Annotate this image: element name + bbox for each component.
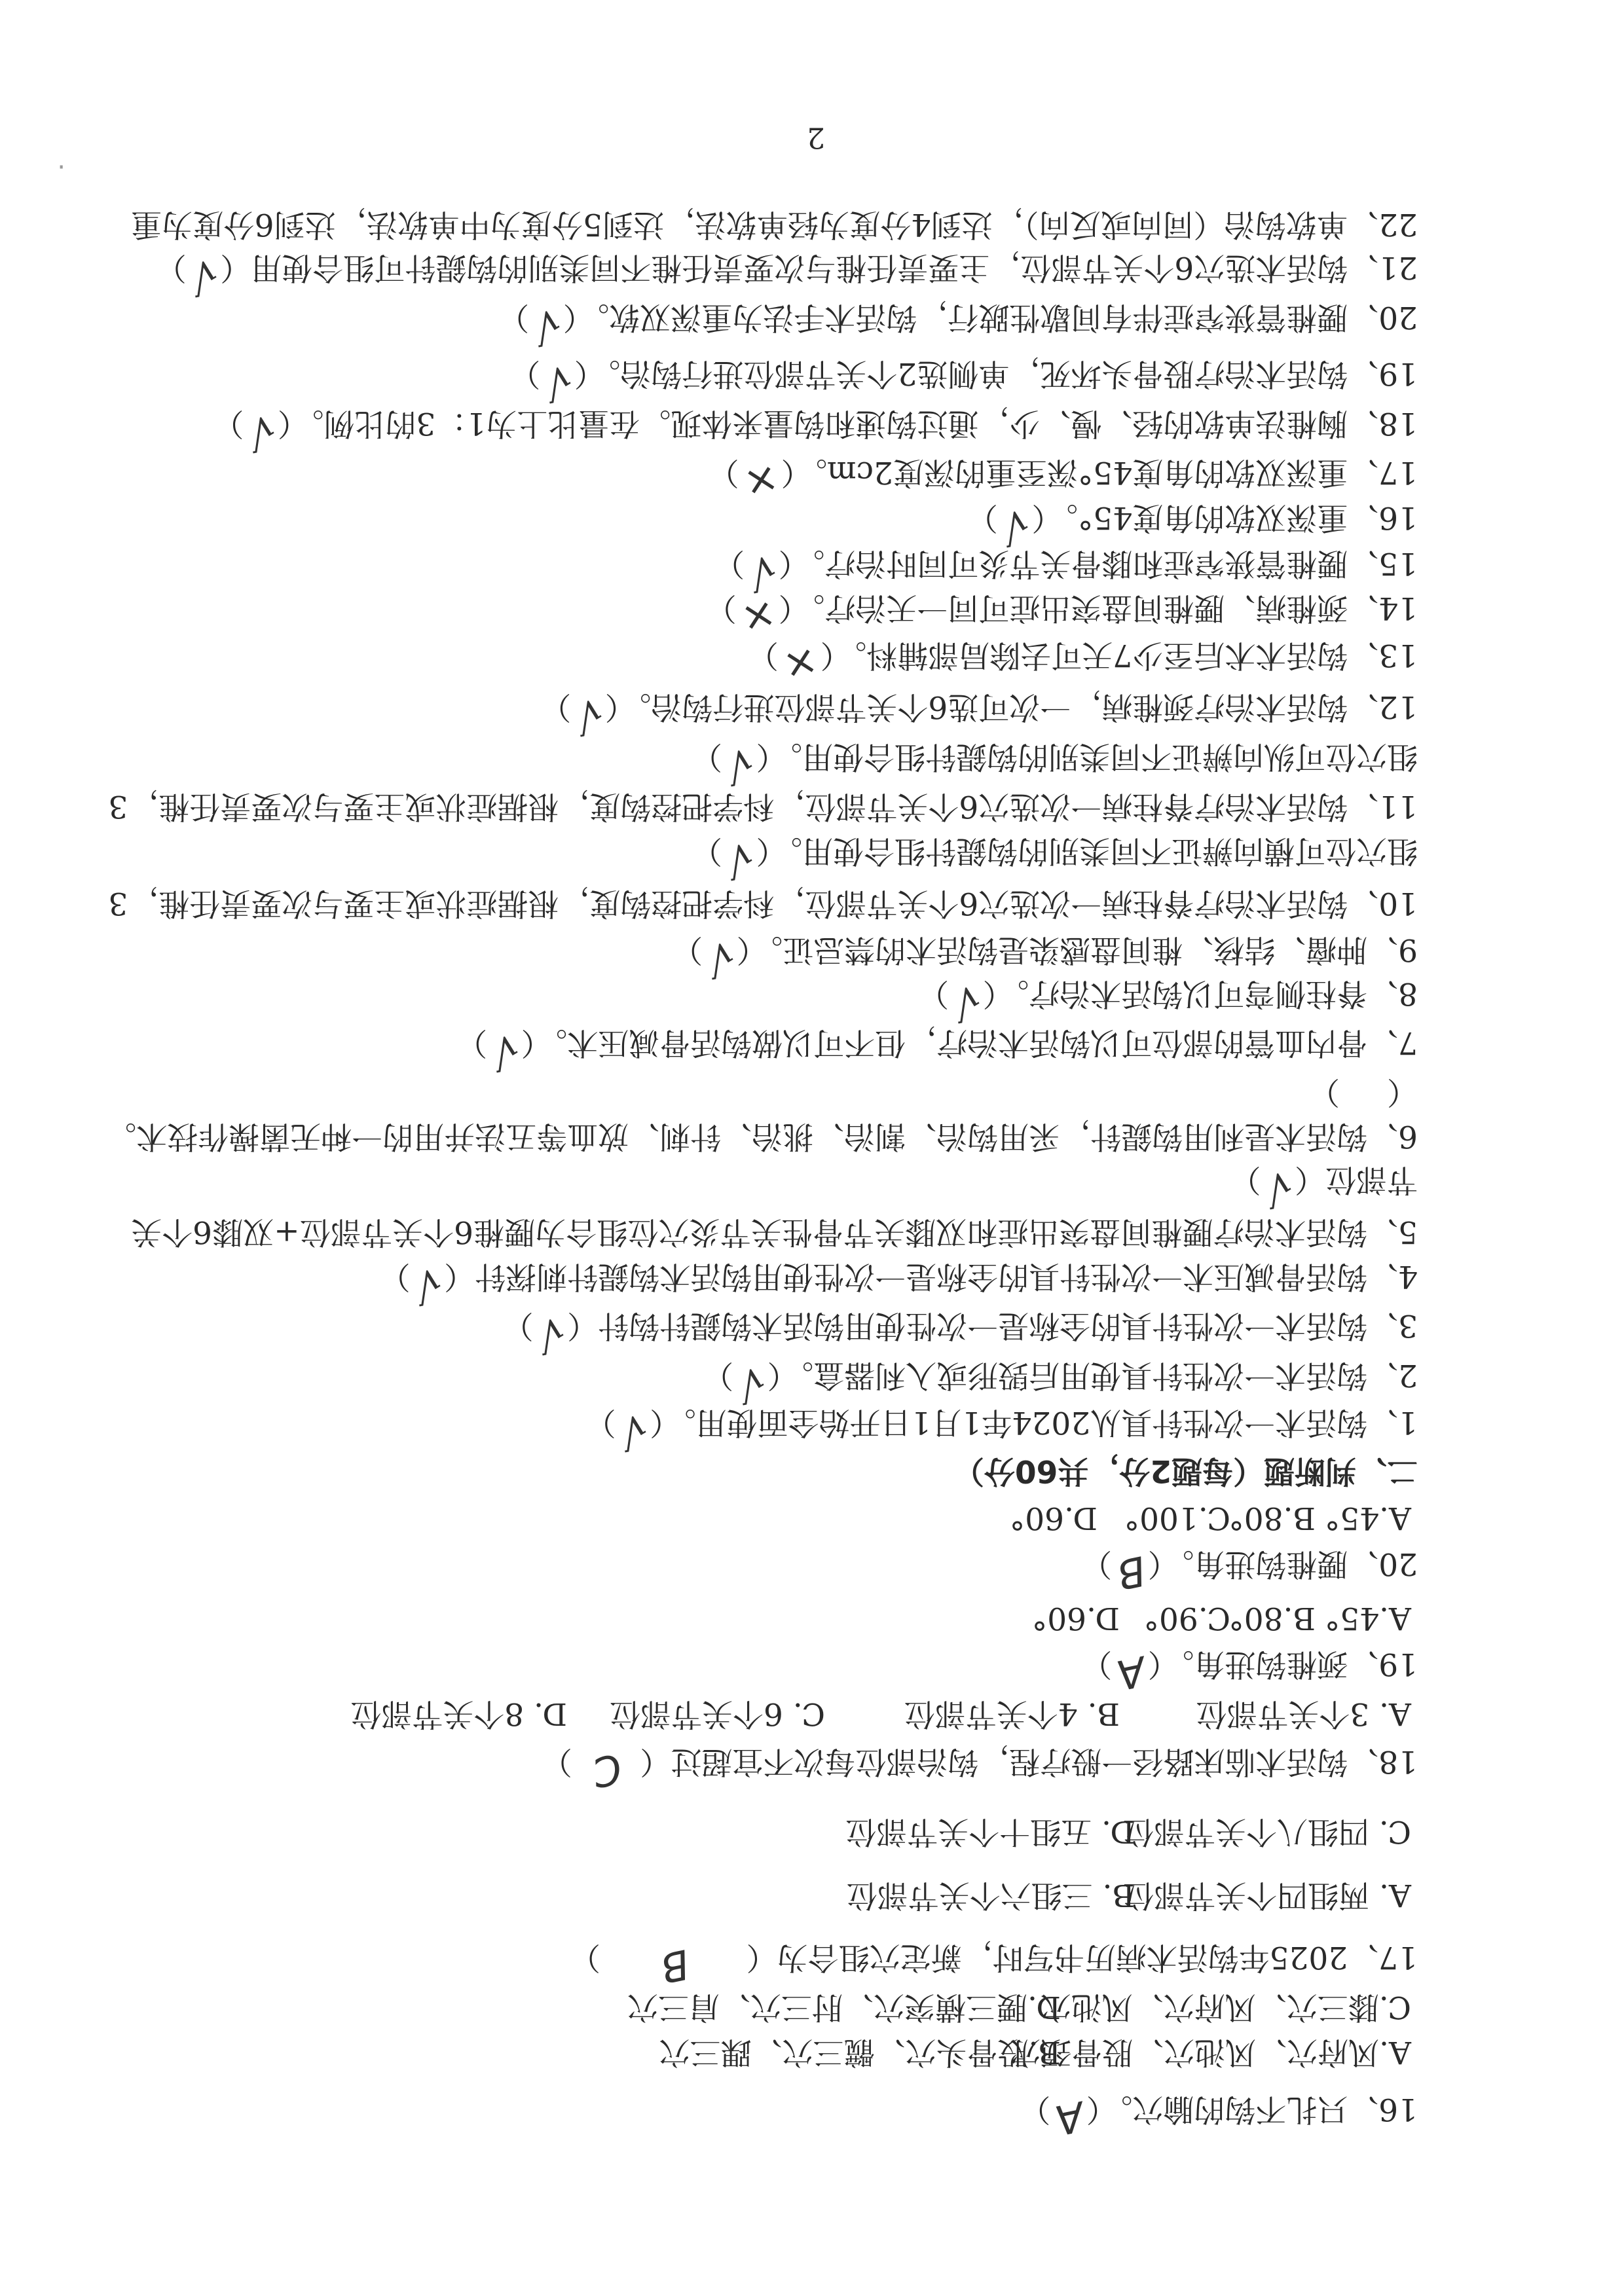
question-stem: 18、钩活术临床路径一般疗程，钩治部位每次不宜超过（ (640, 1743, 1418, 1779)
paren-close: ） (747, 637, 779, 673)
paren-close: ） (703, 1357, 734, 1393)
handwritten-answer: √ (540, 356, 576, 409)
paren-close: ） (502, 1307, 534, 1343)
question-stem: 20、腰椎钩进角。（ (1147, 1546, 1418, 1582)
handwritten-answer: √ (745, 546, 781, 599)
question-stem: 16、只扎不钩的腧穴。（ (1086, 2091, 1418, 2127)
option-d: D. 五组十个关节部位 (845, 1813, 1135, 1850)
choice-question-17 (570, 1939, 1418, 1993)
choice-question-19 (1081, 1646, 1418, 1700)
judge-question-10 (108, 883, 1418, 922)
judge-question-22 (131, 204, 1418, 244)
handwritten-answer: √ (616, 1405, 652, 1458)
question-stem-continued: 组穴位可纵向辨证不同类别的钩鍉针组合使用。（ (756, 738, 1418, 774)
handwritten-answer: × (739, 454, 783, 509)
question-stem-continued: 组穴位可横向辨证不同类别的钩鍉针组合使用。（ (756, 833, 1418, 869)
judge-question-2 (703, 1357, 1418, 1411)
option-d: D. 8个关节部位 (350, 1696, 567, 1732)
option-d: D.60° (1009, 1500, 1098, 1536)
paren-close: ） (570, 1939, 601, 1975)
option-d: D.腰三横突穴、肘三穴、肩三穴 (627, 1989, 1061, 2025)
judge-question-6 (105, 1116, 1418, 1156)
judge-question-8 (918, 975, 1418, 1029)
question-stem: 4、钩活骨减压术一次性针具的全称是一次性使用钩活术钩鍉针刺探针（ (444, 1258, 1418, 1294)
handwritten-answer: B (1112, 1546, 1150, 1599)
judge-question-3 (502, 1307, 1418, 1361)
choice-question-20 (1081, 1546, 1418, 1599)
option-c: C. 四组八个关节部位 (1122, 1813, 1411, 1850)
handwritten-answer: √ (722, 739, 758, 792)
option-a: A.45° (1324, 1600, 1411, 1636)
judge-question-14 (705, 590, 1418, 644)
paren-close: ） (691, 833, 722, 869)
handwritten-answer: √ (571, 689, 607, 742)
judge-question-15 (714, 545, 1418, 599)
judge-question-13 (747, 637, 1418, 691)
paren-close: ） (714, 545, 745, 581)
handwritten-answer: × (779, 637, 822, 691)
handwritten-answer: √ (534, 1308, 570, 1361)
question-stem: 12、钩活术治疗颈椎病，一次可选6个关节部位进行钩治。（ (604, 689, 1418, 725)
option-a: A.风府穴、风池穴、股骨颈穴 (1010, 2034, 1411, 2070)
question-stem: 13、钩活术术后至少7天可去除局部辅料。（ (820, 637, 1418, 673)
paren-close: ） (708, 454, 739, 490)
option-b: B.股骨头穴、髋三穴、踝三穴 (659, 2034, 1061, 2070)
paren-close: ） (1081, 1646, 1113, 1682)
question-stem: 20、腰椎管狭窄症伴有间歇性跛行，钩活术手法为重深双软。（ (563, 299, 1418, 335)
handwritten-answer: √ (487, 1025, 523, 1078)
option-b: B.80° (1228, 1600, 1316, 1636)
question-stem: 19、钩活术治疗股骨头坏死，单侧选2个关节部位进行钩治。（ (574, 355, 1418, 392)
paren-close: ） (918, 975, 950, 1011)
question-stem-continued: 节部位（ (1295, 1161, 1418, 1197)
option-d: D.60° (1031, 1600, 1120, 1636)
judge-question-11-continued (691, 738, 1418, 792)
paren-close: ） (498, 299, 530, 335)
question-stem: 9、肿瘤、结核、椎间盘感染是钩活术的禁忌证。（ (736, 932, 1418, 968)
question-stem: 8、脊柱侧弯可以钩活术治疗。（ (982, 975, 1418, 1011)
judge-question-4 (379, 1258, 1418, 1312)
question-stem: 2、钩活术一次性针具使用后毁形或入利器盒。（ (767, 1357, 1418, 1393)
paren-close: ） (213, 405, 244, 441)
question-stem: 18、胸椎法单软的轻、慢、少，通过钩速和钩量来体现。在量比上为1：3的比例。（ (277, 405, 1418, 441)
question-stem: 17、2025年钩活术病历书写时，新定穴组合为（ (746, 1939, 1418, 1975)
judge-question-18 (213, 405, 1418, 459)
option-c: C.90° (1143, 1600, 1230, 1636)
handwritten-answer: √ (733, 1358, 769, 1411)
question-stem: 14、颈椎病、腰椎间盘突出症可同一天治疗。（ (778, 590, 1418, 626)
paren-close: ） (155, 249, 187, 285)
option-a: A.45° (1324, 1500, 1411, 1536)
judge-question-16 (967, 500, 1418, 553)
judge-question-9 (672, 932, 1418, 985)
handwritten-answer: A (1050, 2092, 1088, 2145)
paren-close: ） (1081, 1546, 1113, 1582)
handwritten-answer: √ (187, 250, 223, 303)
option-c: C. 6个关节部位 (609, 1696, 825, 1732)
question-stem: 3、钩活术一次性针具的全称是一次性使用钩活术钩鍉针钩针（ (567, 1307, 1418, 1343)
question-stem: 5、钩活术治疗腰椎间盘突出症和双膝关节骨性关节炎穴位组合为腰椎6个关节部位+双膝6个关 (131, 1214, 1418, 1250)
paren-close: ） (1309, 1074, 1340, 1110)
handwritten-answer: √ (1261, 1162, 1297, 1215)
judge-question-20 (498, 299, 1418, 353)
paren-close: ） (672, 932, 703, 968)
judge-question-1 (585, 1404, 1418, 1458)
handwritten-answer: √ (998, 500, 1034, 553)
question-stem: 17、重深双软的角度45°深至重的深度2cm。（ (781, 454, 1418, 490)
paren-close: ） (1230, 1161, 1261, 1197)
judge-question-10-continued (691, 833, 1418, 886)
paren-close: ） (585, 1404, 616, 1440)
question-stem: 15、腰椎管狭窄症和膝骨关节炎可同时治疗。（ (778, 545, 1418, 581)
judge-question-6-continued (1309, 1072, 1418, 1111)
handwritten-answer: × (737, 590, 781, 644)
page-number: 2 (807, 120, 825, 154)
section-title: 二、判断题（每题2分，共60分） (953, 1453, 1418, 1489)
question-stem: 7、骨内血管的部位可以钩活术治疗，但不可以做钩活骨减压术。（ (521, 1025, 1418, 1061)
option-a: A. 3个关节部位 (1196, 1696, 1411, 1732)
paren-close: ） (691, 738, 722, 774)
judge-question-19 (509, 355, 1418, 409)
choice-question-18 (541, 1743, 1418, 1797)
handwritten-answer: A (1112, 1647, 1150, 1700)
option-b: B. 4个关节部位 (904, 1696, 1120, 1732)
question-stem: 22、单软钩治（同向或反向），达到4分度为轻单软法，达到5分度为中单软法，达到6分度为重 (131, 206, 1418, 242)
judge-question-7 (456, 1025, 1418, 1078)
option-c: C.100° (1124, 1500, 1230, 1536)
paren-close: ） (541, 1743, 572, 1779)
judge-question-5 (131, 1212, 1418, 1251)
paren-close: ） (967, 500, 998, 536)
option-b: B.80° (1228, 1500, 1316, 1536)
paren-close: ） (379, 1258, 411, 1294)
paren-close: ） (705, 590, 737, 626)
handwritten-answer: √ (411, 1259, 447, 1312)
option-b: B. 三组六个关节部位 (846, 1877, 1135, 1913)
question-stem-continued: （ (1387, 1074, 1418, 1110)
handwritten-answer: √ (949, 976, 985, 1029)
paren-close: ） (1020, 2091, 1051, 2127)
option-a: A. 两组四个关节部位 (1123, 1877, 1411, 1913)
handwritten-answer: √ (244, 406, 280, 459)
handwritten-answer: √ (529, 300, 565, 353)
handwritten-answer: √ (722, 833, 758, 886)
choice-question-16 (1020, 2091, 1418, 2145)
paren-close: ） (509, 355, 541, 392)
question-stem: 11、钩活术治疗脊柱病一次选穴6个关节部位，科学把控钩度，根据症状或主要与次要责任椎，3 (108, 788, 1418, 824)
paren-close: ） (540, 689, 572, 725)
question-stem: 10、钩活术治疗脊柱病一次选穴6个关节部位，科学把控钩度，根据症状或主要与次要责任椎，3 (108, 885, 1418, 921)
scan-artifact: · (57, 151, 65, 181)
handwritten-answer: C (588, 1744, 627, 1797)
question-stem: 6、钩活术是利用钩鍉针，采用钩治、割治、挑治、针刺、放血等五法并用的一种无菌操作技术。 (105, 1118, 1418, 1154)
question-stem: 1、钩活术一次性针具从2024年1月1日开始全面使用。（ (650, 1404, 1418, 1440)
option-c: C.膝三穴、风府穴、风池穴 (1040, 1989, 1411, 2025)
handwritten-answer: √ (703, 932, 739, 985)
question-stem: 19、颈椎钩进角。（ (1147, 1646, 1418, 1682)
judge-question-11 (108, 786, 1418, 826)
handwritten-answer: B (655, 1940, 693, 1993)
judge-question-5-continued (1230, 1161, 1418, 1215)
handwritten-answer (1345, 1083, 1384, 1091)
question-stem: 16、重深双软的角度45°。（ (1031, 500, 1418, 536)
question-stem: 21、钩活术选穴6个关节部位，主要责任椎与次要责任椎不同类别的钩鍉针可组合使用（ (220, 249, 1418, 285)
judge-question-21 (155, 249, 1418, 303)
judge-question-17 (708, 454, 1418, 509)
judge-question-12 (540, 689, 1418, 742)
paren-close: ） (456, 1025, 488, 1061)
